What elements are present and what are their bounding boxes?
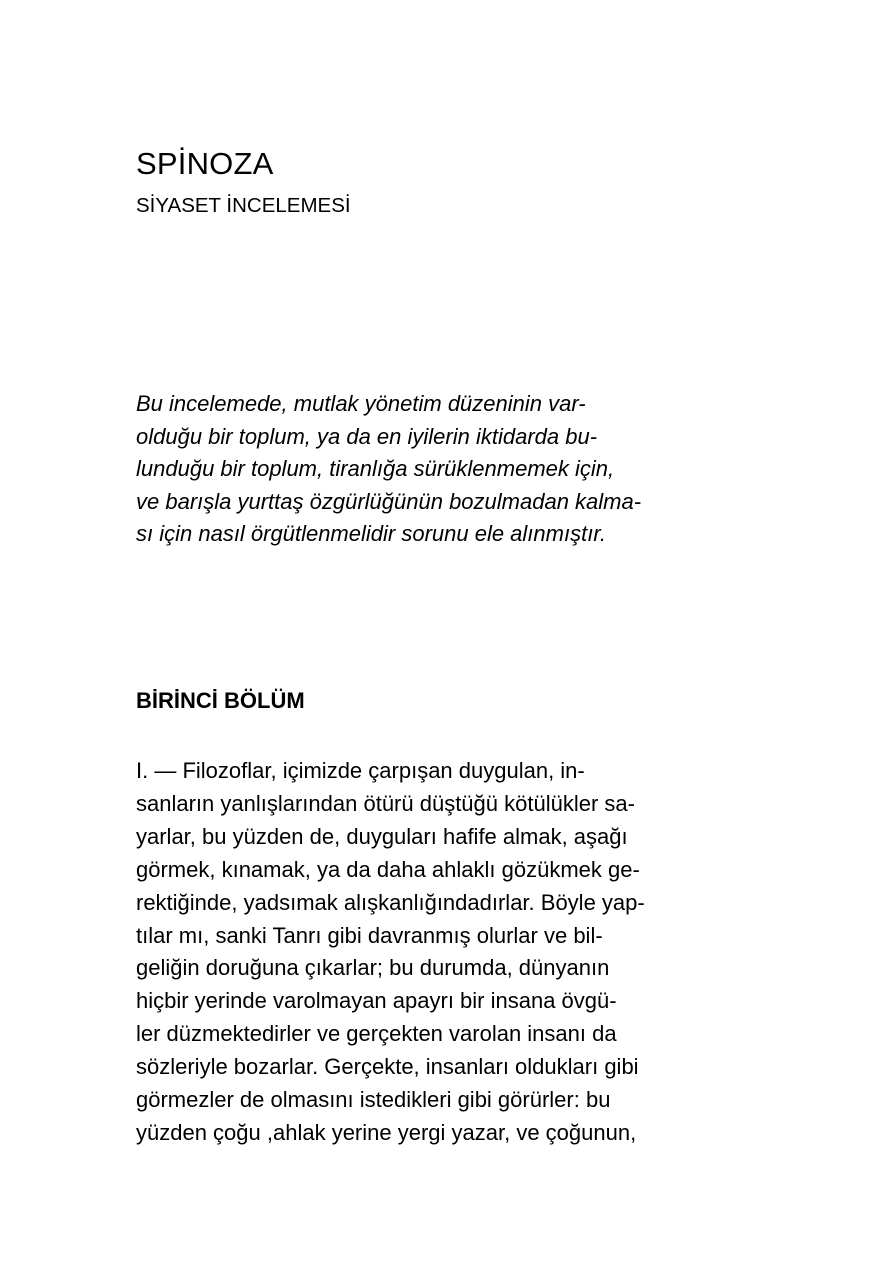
chapter-heading: BİRİNCİ BÖLÜM [136, 688, 305, 713]
abstract-line: Bu incelemede, mutlak yönetim düzeninin var- [136, 391, 586, 416]
body-line: sözleriyle bozarlar. Gerçekte, insanları oldukları gibi [136, 1054, 639, 1080]
abstract-paragraph [136, 388, 641, 551]
chapter-body-paragraph [136, 755, 645, 1150]
abstract-line: ve barışla yurttaş özgürlüğünün bozulmadan kalma- [136, 488, 642, 514]
abstract-line: sı için nasıl örgütlenmelidir sorunu ele alınmıştır. [136, 521, 606, 546]
body-line: ler düzmektedirler ve gerçekten varolan insanı da [136, 1021, 617, 1047]
body-line: geliğin doruğuna çıkarlar; bu durumda, dünyanın [136, 955, 610, 981]
body-line: tılar mı, sanki Tanrı gibi davranmış olurlar ve bil- [136, 922, 603, 948]
abstract-line: olduğu bir toplum, ya da en iyilerin iktidarda bu- [136, 423, 598, 449]
author-name: SPİNOZA [136, 146, 274, 181]
body-line: I. — Filozoflar, içimizde çarpışan duygulan, in- [136, 758, 585, 783]
body-line: rektiğinde, yadsımak alışkanlığındadırlar. Böyle yap- [136, 889, 645, 915]
body-line: hiçbir yerinde varolmayan apayrı bir insana övgü- [136, 988, 617, 1014]
abstract-line: lunduğu bir toplum, tiranlığa sürüklenmemek için, [136, 456, 615, 481]
body-line: görmezler de olmasını istedikleri gibi görürler: bu [136, 1087, 611, 1113]
work-title: SİYASET İNCELEMESİ [136, 194, 351, 217]
body-line: sanların yanlışlarından ötürü düştüğü kötülükler sa- [136, 790, 635, 816]
body-line: yüzden çoğu ,ahlak yerine yergi yazar, ve çoğunun, [136, 1119, 637, 1145]
body-line: görmek, kınamak, ya da daha ahlaklı gözükmek ge- [136, 856, 640, 882]
body-line: yarlar, bu yüzden de, duyguları hafife almak, aşağı [136, 823, 628, 849]
